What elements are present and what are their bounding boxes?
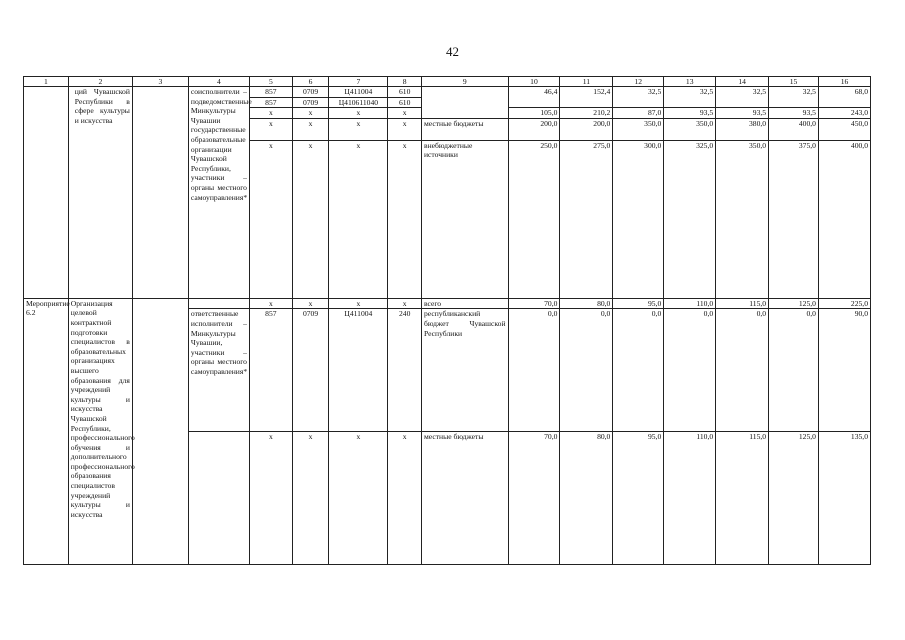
section-code: x bbox=[292, 432, 329, 565]
grbs-code: x bbox=[249, 118, 292, 140]
value-cell: 115,0 bbox=[716, 432, 769, 565]
section-code: x bbox=[292, 140, 329, 298]
section-code: x bbox=[292, 118, 329, 140]
value-cell: 210,2 bbox=[560, 108, 613, 119]
value-cell: 70,0 bbox=[508, 432, 560, 565]
value-cell: 0,0 bbox=[769, 309, 819, 432]
measure-title: Организация целевой контрактной подготовки специалистов в образовательных организациях высшего образования для учреждений культуры и искусства Чувашской Республики, профессионального обучения и дополнительного профессионального образования специалистов учреждений культуры и искусства bbox=[68, 298, 132, 565]
value-cell: 0,0 bbox=[613, 309, 664, 432]
header-cell: 13 bbox=[664, 77, 716, 87]
grbs-code: x bbox=[249, 432, 292, 565]
value-cell: 300,0 bbox=[613, 140, 664, 298]
value-cell: 325,0 bbox=[664, 140, 716, 298]
value-cell: 80,0 bbox=[560, 432, 613, 565]
source: республиканский бюджет Чувашской Республики bbox=[421, 309, 508, 432]
value-cell: 135,0 bbox=[818, 432, 870, 565]
header-cell: 4 bbox=[188, 77, 249, 87]
header-cell: 10 bbox=[508, 77, 560, 87]
value-cell: 46,4 bbox=[508, 87, 560, 108]
value-cell: 350,0 bbox=[664, 118, 716, 140]
value-cell: 115,0 bbox=[716, 298, 769, 309]
header-cell: 15 bbox=[769, 77, 819, 87]
executors: ответственные исполнители – Минкультуры Чувашии, участники – органы местного самоуправления* bbox=[188, 309, 249, 432]
section-code: 0709 bbox=[292, 87, 329, 98]
value-cell: 90,0 bbox=[818, 309, 870, 432]
value-cell: 243,0 bbox=[818, 108, 870, 119]
expense-code: 240 bbox=[388, 309, 422, 432]
value-cell: 350,0 bbox=[613, 118, 664, 140]
expense-code: x bbox=[388, 432, 422, 565]
value-cell: 110,0 bbox=[664, 298, 716, 309]
value-cell: 95,0 bbox=[613, 432, 664, 565]
expense-code: x bbox=[388, 108, 422, 119]
value-cell: 95,0 bbox=[613, 298, 664, 309]
value-cell: 80,0 bbox=[560, 298, 613, 309]
header-cell: 7 bbox=[329, 77, 388, 87]
value-cell: 200,0 bbox=[508, 118, 560, 140]
cell-empty bbox=[132, 298, 188, 565]
value-cell: 32,5 bbox=[664, 87, 716, 108]
grbs-code: 857 bbox=[249, 87, 292, 98]
value-cell: 200,0 bbox=[560, 118, 613, 140]
header-cell: 14 bbox=[716, 77, 769, 87]
expense-code: x bbox=[388, 298, 422, 309]
header-cell: 12 bbox=[613, 77, 664, 87]
value-cell: 350,0 bbox=[716, 140, 769, 298]
section-code: x bbox=[292, 298, 329, 309]
source bbox=[421, 87, 508, 119]
header-cell: 3 bbox=[132, 77, 188, 87]
header-cell: 9 bbox=[421, 77, 508, 87]
expense-code: x bbox=[388, 140, 422, 298]
value-cell: 400,0 bbox=[818, 140, 870, 298]
value-cell: 0,0 bbox=[664, 309, 716, 432]
header-row bbox=[24, 77, 871, 87]
value-cell: 450,0 bbox=[818, 118, 870, 140]
expense-code: x bbox=[388, 118, 422, 140]
executors: соисполнители – подведомственные Минкультуры Чувашии государственные образовательные организации Чувашской Республики, участники – органы местного самоуправления* bbox=[188, 87, 249, 299]
header-cell: 1 bbox=[24, 77, 69, 87]
header-cell: 16 bbox=[818, 77, 870, 87]
value-cell: 32,5 bbox=[769, 87, 819, 108]
value-cell: 32,5 bbox=[613, 87, 664, 108]
target-code: x bbox=[329, 432, 388, 565]
value-cell: 275,0 bbox=[560, 140, 613, 298]
header-cell: 6 bbox=[292, 77, 329, 87]
header-cell: 11 bbox=[560, 77, 613, 87]
grbs-code: 857 bbox=[249, 97, 292, 108]
target-code: x bbox=[329, 108, 388, 119]
section-code: 0709 bbox=[292, 97, 329, 108]
value-cell: 400,0 bbox=[769, 118, 819, 140]
header-cell: 2 bbox=[68, 77, 132, 87]
value-cell: 87,0 bbox=[613, 108, 664, 119]
grbs-code: 857 bbox=[249, 309, 292, 432]
expense-code: 610 bbox=[388, 87, 422, 98]
source: местные бюджеты bbox=[421, 118, 508, 140]
expense-code: 610 bbox=[388, 97, 422, 108]
value-cell: 32,5 bbox=[716, 87, 769, 108]
value-cell: 380,0 bbox=[716, 118, 769, 140]
target-code: Ц411004 bbox=[329, 309, 388, 432]
target-code: x bbox=[329, 118, 388, 140]
cell-empty bbox=[132, 87, 188, 299]
value-cell: 0,0 bbox=[560, 309, 613, 432]
header-cell: 8 bbox=[388, 77, 422, 87]
cell-empty bbox=[188, 298, 249, 309]
value-cell: 375,0 bbox=[769, 140, 819, 298]
target-code: x bbox=[329, 140, 388, 298]
value-cell: 125,0 bbox=[769, 432, 819, 565]
value-cell: 68,0 bbox=[818, 87, 870, 108]
target-code: Ц411004 bbox=[329, 87, 388, 98]
value-cell: 93,5 bbox=[769, 108, 819, 119]
value-cell: 70,0 bbox=[508, 298, 560, 309]
section-code: 0709 bbox=[292, 309, 329, 432]
header-cell: 5 bbox=[249, 77, 292, 87]
page-number: 42 bbox=[446, 44, 459, 59]
value-cell: 110,0 bbox=[664, 432, 716, 565]
value-cell: 152,4 bbox=[560, 87, 613, 108]
value-cell: 225,0 bbox=[818, 298, 870, 309]
table-row bbox=[24, 298, 871, 309]
grbs-code: x bbox=[249, 108, 292, 119]
budget-table bbox=[23, 76, 871, 565]
value-cell: 105,0 bbox=[508, 108, 560, 119]
value-cell: 93,5 bbox=[664, 108, 716, 119]
table-row bbox=[24, 87, 871, 98]
value-cell: 125,0 bbox=[769, 298, 819, 309]
value-cell: 93,5 bbox=[716, 108, 769, 119]
grbs-code: x bbox=[249, 140, 292, 298]
target-code: Ц410611040 bbox=[329, 97, 388, 108]
cell-empty bbox=[188, 432, 249, 565]
grbs-code: x bbox=[249, 298, 292, 309]
section-code: x bbox=[292, 108, 329, 119]
value-cell: 0,0 bbox=[716, 309, 769, 432]
measure-number: Мероприятие 6.2 bbox=[24, 298, 69, 565]
source: местные бюджеты bbox=[421, 432, 508, 565]
value-cell: 250,0 bbox=[508, 140, 560, 298]
source: внебюджетные источники bbox=[421, 140, 508, 298]
cell-empty bbox=[24, 87, 69, 299]
measure-title: ций Чувашской Республики в сфере культуры и искусства bbox=[68, 87, 132, 299]
target-code: x bbox=[329, 298, 388, 309]
source: всего bbox=[421, 298, 508, 309]
value-cell: 0,0 bbox=[508, 309, 560, 432]
